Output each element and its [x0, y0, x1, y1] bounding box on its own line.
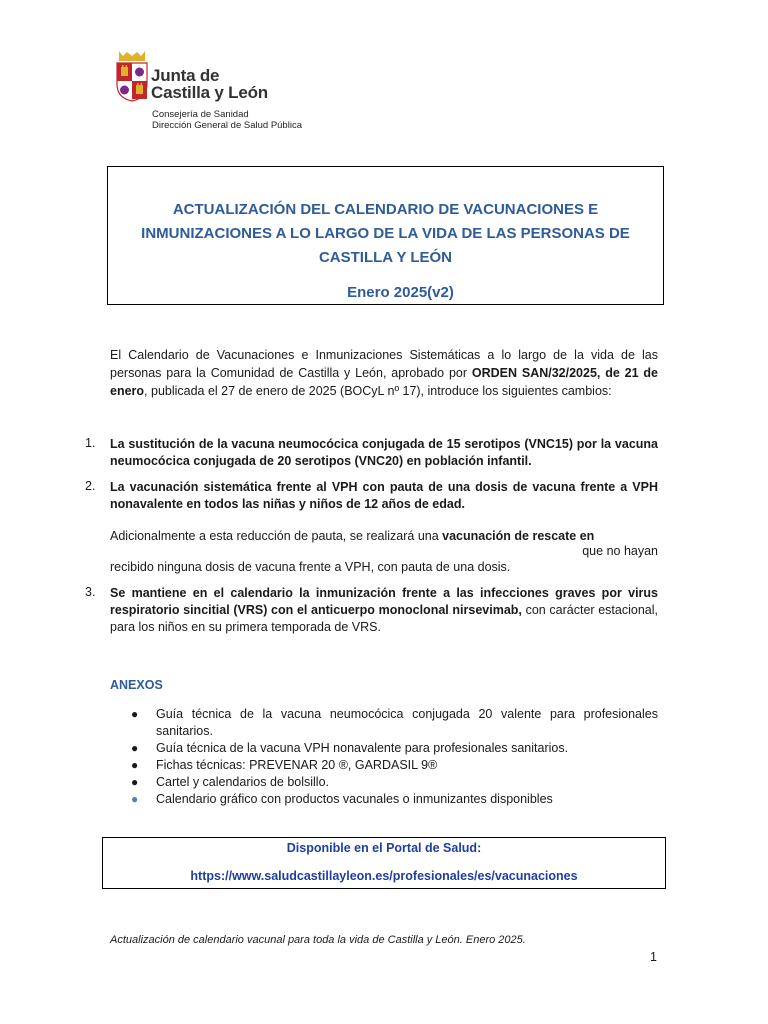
org-name-line2: Castilla y León	[151, 83, 268, 102]
change-item-1	[110, 436, 658, 470]
change-number-1: 1.	[85, 436, 96, 450]
bullet-icon: ●	[131, 792, 139, 806]
annex-text: Guía técnica de la vacuna neumocócica conjugada 20 valente para profesionales sanitarios.	[156, 707, 658, 738]
change-number-2: 2.	[85, 479, 96, 493]
change-2-extra-line3: recibido ninguna dosis de vacuna frente a VPH, con pauta de una dosis.	[110, 560, 511, 574]
title-box	[107, 166, 664, 305]
bullet-icon: ●	[131, 741, 139, 755]
page-number: 1	[650, 950, 657, 964]
header-logo	[114, 50, 334, 134]
change-text-2: La vacunación sistemática frente al VPH con pauta de una dosis de vacuna frente a VPH nonavalente en todos las niñas y niños de 12 años de edad.	[110, 480, 658, 511]
bullet-icon: ●	[131, 707, 139, 721]
page-footer: Actualización de calendario vacunal para toda la vida de Castilla y León. Enero 2025.	[110, 934, 526, 946]
annex-item	[131, 740, 658, 757]
portal-box	[102, 837, 666, 889]
portal-title: Disponible en el Portal de Salud:	[286, 841, 482, 855]
directorate-name: Dirección General de Salud Pública	[152, 120, 302, 131]
change-2-extra-line1	[110, 528, 658, 545]
change-item-2	[110, 479, 658, 513]
title-line-2: INMUNIZACIONES A LO LARGO DE LA VIDA DE LAS PERSONAS DE	[141, 225, 630, 242]
change-2-extra-text: Adicionalmente a esta reducción de pauta, se realizará una	[110, 529, 443, 543]
title-line-1: ACTUALIZACIÓN DEL CALENDARIO DE VACUNACIONES E	[172, 201, 599, 218]
annex-item	[131, 791, 658, 808]
annexes-heading: ANEXOS	[110, 678, 163, 692]
annexes-list	[131, 706, 658, 808]
department-name: Consejería de Sanidad	[152, 109, 249, 120]
intro-paragraph	[110, 346, 658, 400]
change-number-3: 3.	[85, 585, 96, 599]
bullet-icon: ●	[131, 775, 139, 789]
annex-text: Cartel y calendarios de bolsillo.	[156, 775, 330, 789]
document-title	[108, 198, 663, 270]
order-reference: ORDEN SAN/32/2025, de 21 de enero	[110, 366, 658, 398]
change-item-3	[110, 585, 658, 636]
title-line-3: CASTILLA Y LEÓN	[318, 249, 453, 266]
change-2-extra-line2: que no hayan	[582, 544, 658, 558]
intro-text-2: , publicada el 27 de enero de 2025 (BOCyL nº 17), introduce los siguientes cambios:	[144, 384, 612, 398]
annex-text: Guía técnica de la vacuna VPH nonavalente para profesionales sanitarios.	[156, 741, 569, 755]
coat-of-arms-icon	[114, 50, 150, 102]
annex-text: Fichas técnicas: PREVENAR 20 ®, GARDASIL 9®	[156, 758, 438, 772]
rescue-vaccination: vacunación de rescate en	[442, 529, 595, 543]
annex-text: Calendario gráfico con productos vacunales o inmunizantes disponibles	[156, 792, 553, 806]
annex-item	[131, 757, 658, 774]
org-name-line1: Junta de	[151, 66, 220, 85]
change-rest-3: con carácter estacional, para los niños en su primera temporada de VRS.	[110, 603, 658, 634]
portal-link[interactable]: https://www.saludcastillayleon.es/profesionales/es/vacunaciones	[190, 869, 578, 883]
intro-text-1: El Calendario de Vacunaciones e Inmunizaciones Sistemáticas a lo largo de la vida de las personas para la Comunidad de Castilla y León, aprobado por	[110, 348, 658, 380]
annex-item	[131, 774, 658, 791]
annex-item	[131, 706, 658, 740]
document-date: Enero 2025(v2)	[347, 284, 454, 301]
bullet-icon: ●	[131, 758, 139, 772]
change-text-1: La sustitución de la vacuna neumocócica conjugada de 15 serotipos (VNC15) por la vacuna neumocócica conjugada de 20 serotipos (VNC20) en población infantil.	[110, 437, 658, 468]
change-text-3: Se mantiene en el calendario la inmunización frente a las infecciones graves por virus respiratorio sincitial (VRS) con el anticuerpo monoclonal nirsevimab,	[110, 586, 658, 617]
